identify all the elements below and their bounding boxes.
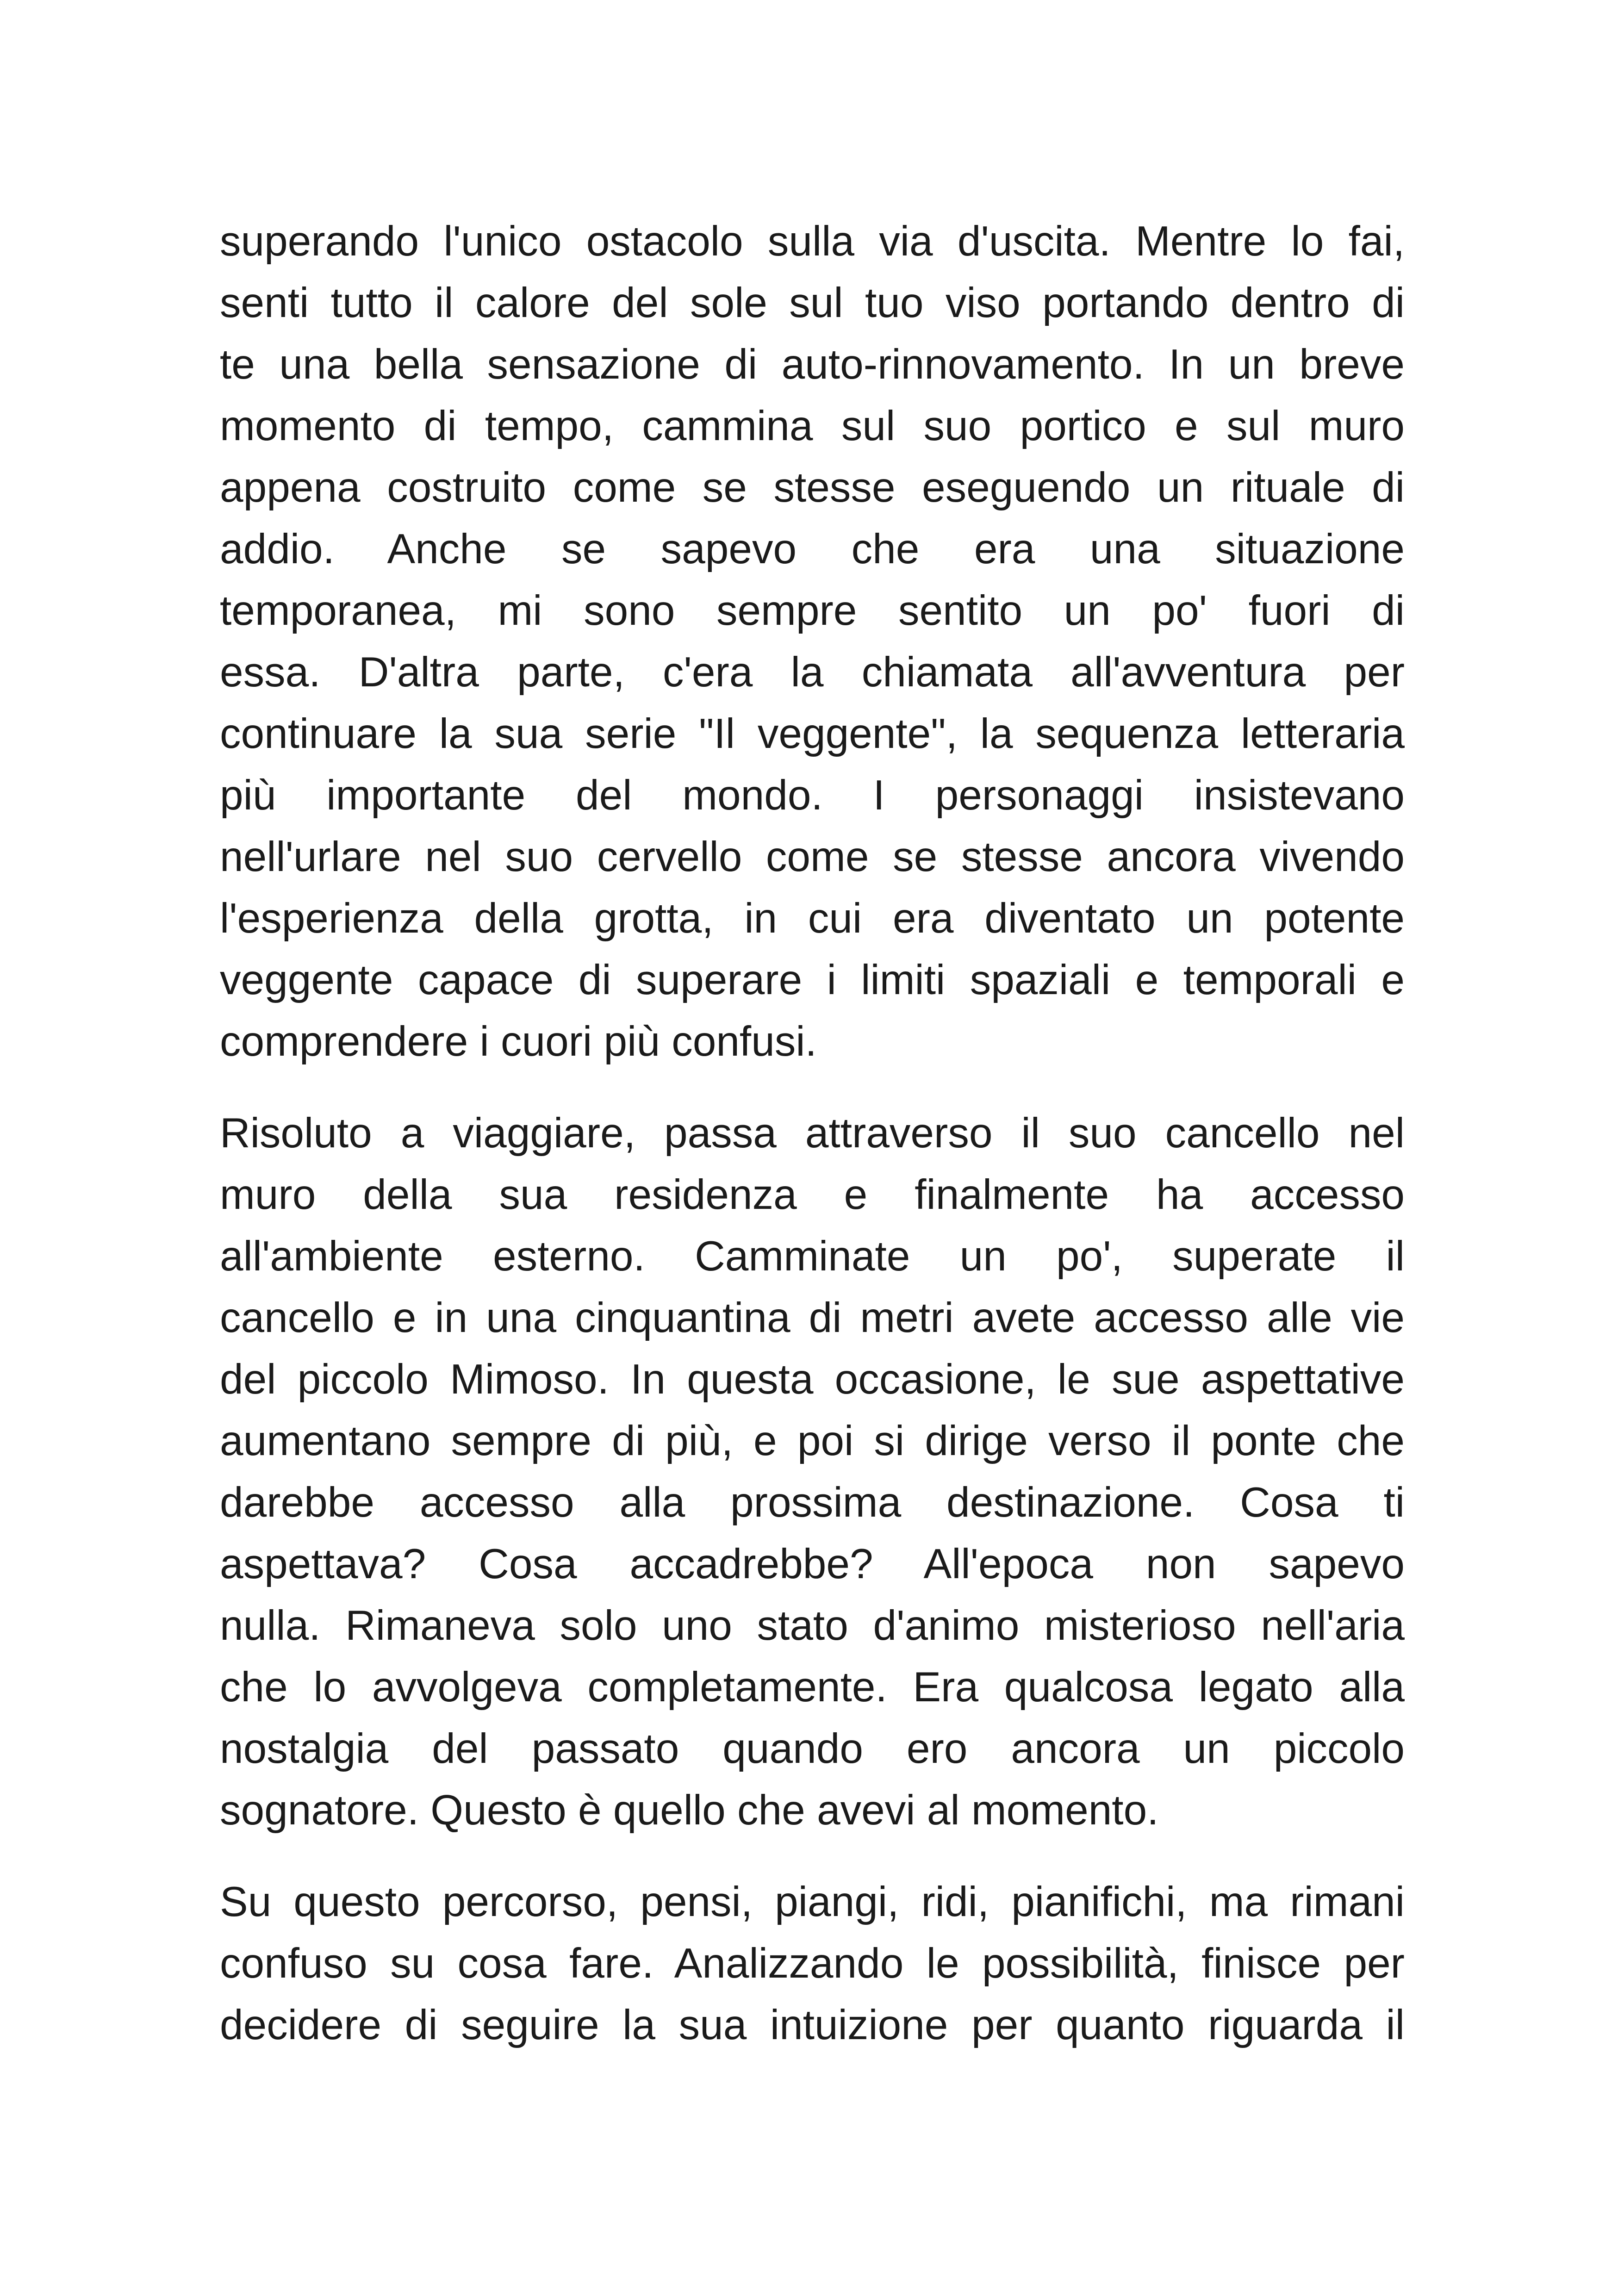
text-line: addio. Anche se sapevo che era una situazione [220,526,1405,572]
text-line: Su questo percorso, pensi, piangi, ridi, pianifichi, ma rimani [220,1879,1405,1925]
text-line: veggente capace di superare i limiti spaziali e temporali e [220,957,1405,1003]
text-line: comprendere i cuori più confusi. [220,1018,817,1065]
text-line: più importante del mondo. I personaggi insistevano [220,772,1405,819]
text-line: te una bella sensazione di auto-rinnovamento. In un breve [220,341,1405,388]
paragraph-1 [220,211,1405,1072]
text-line: nostalgia del passato quando ero ancora un piccolo [220,1725,1405,1772]
text-line: cancello e in una cinquantina di metri avete accesso alle vie [220,1294,1405,1341]
text-line: aspettava? Cosa accadrebbe? All'epoca non sapevo [220,1541,1405,1587]
text-line: Risoluto a viaggiare, passa attraverso il suo cancello nel [220,1110,1405,1157]
paragraph-2 [220,1102,1405,1841]
text-line: nell'urlare nel suo cervello come se stesse ancora vivendo [220,834,1405,880]
text-line: temporanea, mi sono sempre sentito un po' fuori di [220,587,1405,634]
text-line: nulla. Rimaneva solo uno stato d'animo misterioso nell'aria [220,1602,1405,1649]
text-line: darebbe accesso alla prossima destinazione. Cosa ti [220,1479,1405,1526]
text-line: muro della sua residenza e finalmente ha accesso [220,1171,1405,1218]
text-line: superando l'unico ostacolo sulla via d'uscita. Mentre lo fai, [220,218,1405,265]
text-line: momento di tempo, cammina sul suo portico e sul muro [220,403,1405,449]
body-text [220,211,1405,2056]
text-line: decidere di seguire la sua intuizione per quanto riguarda il [220,2002,1405,2048]
text-line: l'esperienza della grotta, in cui era diventato un potente [220,895,1405,942]
text-line: appena costruito come se stesse eseguendo un rituale di [220,464,1405,511]
text-line: del piccolo Mimoso. In questa occasione, le sue aspettative [220,1356,1405,1403]
text-line: confuso su cosa fare. Analizzando le possibilità, finisce per [220,1940,1405,1987]
text-line: sognatore. Questo è quello che avevi al momento. [220,1787,1159,1834]
paragraph-3 [220,1871,1405,2056]
text-line: essa. D'altra parte, c'era la chiamata all'avventura per [220,649,1405,696]
text-line: che lo avvolgeva completamente. Era qualcosa legato alla [220,1664,1405,1711]
text-line: aumentano sempre di più, e poi si dirige verso il ponte che [220,1418,1405,1464]
text-line: continuare la sua serie "Il veggente", la sequenza letteraria [220,710,1405,757]
text-line: senti tutto il calore del sole sul tuo viso portando dentro di [220,280,1405,326]
text-line: all'ambiente esterno. Camminate un po', superate il [220,1233,1405,1280]
